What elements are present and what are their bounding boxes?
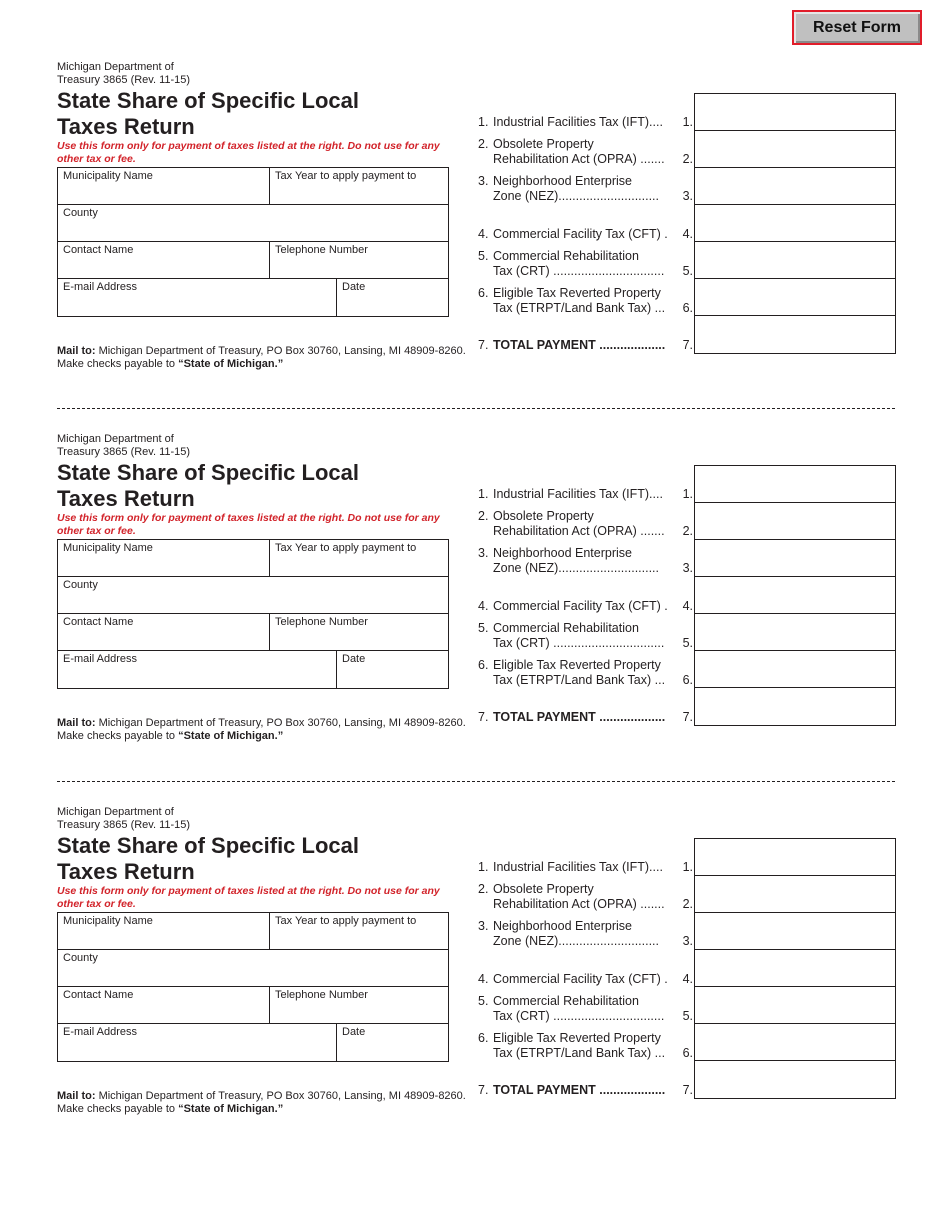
mailing-instructions xyxy=(57,345,477,371)
total-payment-input[interactable] xyxy=(695,688,895,725)
field-label: County xyxy=(63,952,98,964)
usage-warning: Use this form only for payment of taxes listed at the right. Do not use for any other tax or fee. xyxy=(57,512,440,537)
date-field[interactable] xyxy=(337,1024,450,1061)
field-label: E-mail Address xyxy=(63,281,137,293)
municipality-name-field[interactable] xyxy=(58,913,270,950)
tax-form-section xyxy=(0,0,950,372)
amount-entry-column xyxy=(694,465,896,726)
field-label: Telephone Number xyxy=(275,616,368,628)
amount-entry-column xyxy=(694,838,896,1099)
mail-address: Michigan Department of Treasury, PO Box 30760, Lansing, MI 48909-8260. xyxy=(98,717,466,729)
total-payment-input[interactable] xyxy=(695,1061,895,1098)
form-title: State Share of Specific Local Taxes Return xyxy=(57,460,359,511)
tax-form-section xyxy=(0,372,950,744)
contact-name-field[interactable] xyxy=(58,614,270,651)
tax-year-field[interactable] xyxy=(270,540,450,577)
checks-payee: “State of Michigan.” xyxy=(178,730,284,742)
field-label: Tax Year to apply payment to xyxy=(275,915,417,927)
mail-address: Michigan Department of Treasury, PO Box 30760, Lansing, MI 48909-8260. xyxy=(98,1090,466,1102)
telephone-field[interactable] xyxy=(270,242,450,279)
form-number: Treasury 3865 (Rev. 11-15) xyxy=(57,819,191,831)
form-title: State Share of Specific Local Taxes Return xyxy=(57,88,359,139)
county-field[interactable] xyxy=(58,950,450,987)
crt-amount-input[interactable] xyxy=(695,614,895,651)
usage-warning: Use this form only for payment of taxes listed at the right. Do not use for any other tax or fee. xyxy=(57,885,440,910)
mailing-instructions xyxy=(57,1090,477,1116)
field-label: Municipality Name xyxy=(63,170,153,182)
field-label: Date xyxy=(342,1026,366,1038)
cft-amount-input[interactable] xyxy=(695,577,895,614)
telephone-field[interactable] xyxy=(270,614,450,651)
ift-amount-input[interactable] xyxy=(695,94,895,131)
dept-line: Michigan Department of xyxy=(57,433,174,445)
department-header xyxy=(57,61,190,87)
contact-name-field[interactable] xyxy=(58,987,270,1024)
field-label: Contact Name xyxy=(63,244,134,256)
taxpayer-info-grid xyxy=(57,912,449,1062)
nez-amount-input[interactable] xyxy=(695,913,895,950)
nez-amount-input[interactable] xyxy=(695,540,895,577)
field-label: Telephone Number xyxy=(275,989,368,1001)
cft-amount-input[interactable] xyxy=(695,205,895,242)
county-field[interactable] xyxy=(58,577,450,614)
mail-label: Mail to: xyxy=(57,345,96,357)
tax-year-field[interactable] xyxy=(270,913,450,950)
crt-amount-input[interactable] xyxy=(695,242,895,279)
field-label: Municipality Name xyxy=(63,542,153,554)
checks-payable-label: Make checks payable to xyxy=(57,730,176,742)
mail-label: Mail to: xyxy=(57,717,96,729)
tax-type-list: 1. Industrial Facilities Tax (IFT).... 1. 2. Obsolete Property Rehabilitation Act (OPRA) ....... 2. 3. Neighborhood Enterprise Zone (NEZ)............................. 3. 4. Commercial Facility Tax (CFT) . 4. 5. Commercial Rehabilitation Tax (CRT) ................................ 5. 6. Eligible Tax Reverted Property Tax (ETRPT/Land Bank Tax) ... 6. 7. TOTAL PAYMENT ................... 7. xyxy=(478,115,693,352)
email-field[interactable] xyxy=(58,1024,337,1061)
field-label: Contact Name xyxy=(63,616,134,628)
dept-line: Michigan Department of xyxy=(57,806,174,818)
crt-amount-input[interactable] xyxy=(695,987,895,1024)
etrpt-amount-input[interactable] xyxy=(695,1024,895,1061)
usage-warning: Use this form only for payment of taxes listed at the right. Do not use for any other tax or fee. xyxy=(57,140,440,165)
nez-amount-input[interactable] xyxy=(695,168,895,205)
field-label: Tax Year to apply payment to xyxy=(275,170,417,182)
checks-payable-label: Make checks payable to xyxy=(57,1103,176,1115)
tax-type-list: 1. Industrial Facilities Tax (IFT).... 1. 2. Obsolete Property Rehabilitation Act (OPRA) ....... 2. 3. Neighborhood Enterprise Zone (NEZ)............................. 3. 4. Commercial Facility Tax (CFT) . 4. 5. Commercial Rehabilitation Tax (CRT) ................................ 5. 6. Eligible Tax Reverted Property Tax (ETRPT/Land Bank Tax) ... 6. 7. TOTAL PAYMENT ................... 7. xyxy=(478,487,693,724)
field-label: Date xyxy=(342,653,366,665)
ift-amount-input[interactable] xyxy=(695,466,895,503)
opra-amount-input[interactable] xyxy=(695,876,895,913)
reset-form-button[interactable]: Reset Form xyxy=(792,10,922,45)
department-header xyxy=(57,806,190,832)
checks-payee: “State of Michigan.” xyxy=(178,358,284,370)
municipality-name-field[interactable] xyxy=(58,168,270,205)
form-number: Treasury 3865 (Rev. 11-15) xyxy=(57,446,191,458)
mail-address: Michigan Department of Treasury, PO Box 30760, Lansing, MI 48909-8260. xyxy=(98,345,466,357)
email-field[interactable] xyxy=(58,279,337,316)
email-field[interactable] xyxy=(58,651,337,688)
county-field[interactable] xyxy=(58,205,450,242)
field-label: County xyxy=(63,207,98,219)
department-header xyxy=(57,433,190,459)
checks-payee: “State of Michigan.” xyxy=(178,1103,284,1115)
dept-line: Michigan Department of xyxy=(57,61,174,73)
date-field[interactable] xyxy=(337,279,450,316)
tax-year-field[interactable] xyxy=(270,168,450,205)
total-payment-input[interactable] xyxy=(695,316,895,353)
tax-form-section xyxy=(0,745,950,1117)
checks-payable-label: Make checks payable to xyxy=(57,358,176,370)
date-field[interactable] xyxy=(337,651,450,688)
contact-name-field[interactable] xyxy=(58,242,270,279)
field-label: County xyxy=(63,579,98,591)
mail-label: Mail to: xyxy=(57,1090,96,1102)
field-label: Tax Year to apply payment to xyxy=(275,542,417,554)
telephone-field[interactable] xyxy=(270,987,450,1024)
field-label: Telephone Number xyxy=(275,244,368,256)
taxpayer-info-grid xyxy=(57,167,449,317)
cft-amount-input[interactable] xyxy=(695,950,895,987)
mailing-instructions xyxy=(57,717,477,743)
field-label: E-mail Address xyxy=(63,653,137,665)
field-label: E-mail Address xyxy=(63,1026,137,1038)
opra-amount-input[interactable] xyxy=(695,131,895,168)
field-label: Municipality Name xyxy=(63,915,153,927)
etrpt-amount-input[interactable] xyxy=(695,279,895,316)
etrpt-amount-input[interactable] xyxy=(695,651,895,688)
form-number: Treasury 3865 (Rev. 11-15) xyxy=(57,74,191,86)
field-label: Contact Name xyxy=(63,989,134,1001)
municipality-name-field[interactable] xyxy=(58,540,270,577)
taxpayer-info-grid xyxy=(57,539,449,689)
opra-amount-input[interactable] xyxy=(695,503,895,540)
ift-amount-input[interactable] xyxy=(695,839,895,876)
amount-entry-column xyxy=(694,93,896,354)
tax-type-list: 1. Industrial Facilities Tax (IFT).... 1. 2. Obsolete Property Rehabilitation Act (OPRA) ....... 2. 3. Neighborhood Enterprise Zone (NEZ)............................. 3. 4. Commercial Facility Tax (CFT) . 4. 5. Commercial Rehabilitation Tax (CRT) ................................ 5. 6. Eligible Tax Reverted Property Tax (ETRPT/Land Bank Tax) ... 6. 7. TOTAL PAYMENT ................... 7. xyxy=(478,860,693,1097)
field-label: Date xyxy=(342,281,366,293)
form-title: State Share of Specific Local Taxes Return xyxy=(57,833,359,884)
